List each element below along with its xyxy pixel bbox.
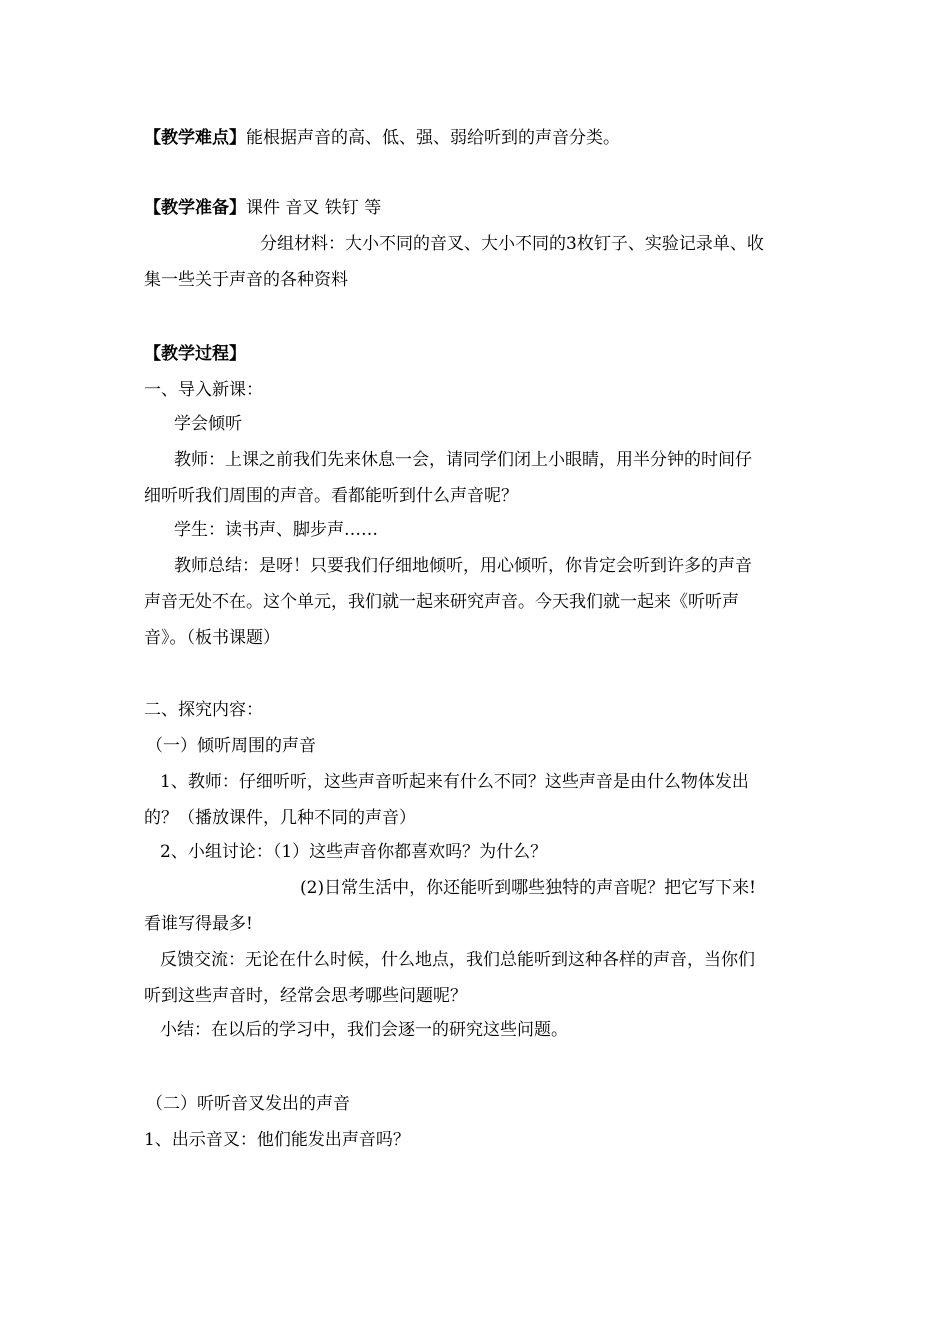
preparation-heading: 【教学准备】 (144, 198, 246, 218)
part1-summary-line3: 音》。（板书课题） (144, 628, 280, 648)
section1-title: （一）倾听周围的声音 (146, 736, 316, 756)
difficulty-heading: 【教学难点】 (144, 128, 246, 148)
section1-item1-line1: 1、教师：仔细听听，这些声音听起来有什么不同？这些声音是由什么物体发出 (160, 772, 749, 792)
section2-item1: 1、出示音叉：他们能发出声音吗？ (144, 1130, 410, 1150)
process-heading: 【教学过程】 (144, 344, 246, 364)
section2-title: （二）听听音叉发出的声音 (146, 1094, 350, 1114)
section1-item2-line2: (2)日常生活中，你还能听到哪些独特的声音呢？把它写下来! (300, 878, 756, 898)
section1-item2-line3: 看谁写得最多! (144, 914, 253, 934)
part1-student: 学生：读书声、脚步声…… (174, 520, 378, 540)
part1-teacher-line1: 教师：上课之前我们先来休息一会，请同学们闭上小眼睛，用半分钟的时间仔 (174, 450, 752, 470)
section1-summary: 小结：在以后的学习中，我们会逐一的研究这些问题。 (160, 1020, 568, 1040)
section1-feedback-line2: 听到这些声音时，经常会思考哪些问题呢？ (144, 986, 467, 1006)
part1-summary-line2: 声音无处不在。这个单元，我们就一起来研究声音。今天我们就一起来《听听声 (144, 592, 739, 612)
part1-teacher-line2: 细听听我们周围的声音。看都能听到什么声音呢？ (144, 486, 518, 506)
section1-feedback-line1: 反馈交流：无论在什么时候，什么地点，我们总能听到这种各样的声音，当你们 (160, 950, 755, 970)
preparation-items: 课件 音叉 铁钉 等 (246, 198, 382, 218)
preparation-group-line1: 分组材料：大小不同的音叉、大小不同的3枚钉子、实验记录单、收 (260, 234, 764, 254)
part1-summary-line1: 教师总结：是呀！只要我们仔细地倾听，用心倾听，你肯定会听到许多的声音 (174, 556, 752, 576)
section1-item1-line2: 的？（播放课件，几种不同的声音） (144, 808, 416, 828)
part1-title: 一、导入新课： (144, 380, 263, 400)
preparation-group-line2: 集一些关于声音的各种资料 (144, 270, 348, 290)
difficulty-paragraph (144, 126, 620, 150)
part2-title: 二、探究内容： (144, 700, 263, 720)
part1-subtitle: 学会倾听 (174, 414, 242, 434)
difficulty-text: 能根据声音的高、低、强、弱给听到的声音分类。 (246, 128, 620, 148)
section1-item2-line1: 2、小组讨论：（1）这些声音你都喜欢吗？为什么？ (160, 842, 548, 862)
preparation-paragraph (144, 196, 381, 220)
